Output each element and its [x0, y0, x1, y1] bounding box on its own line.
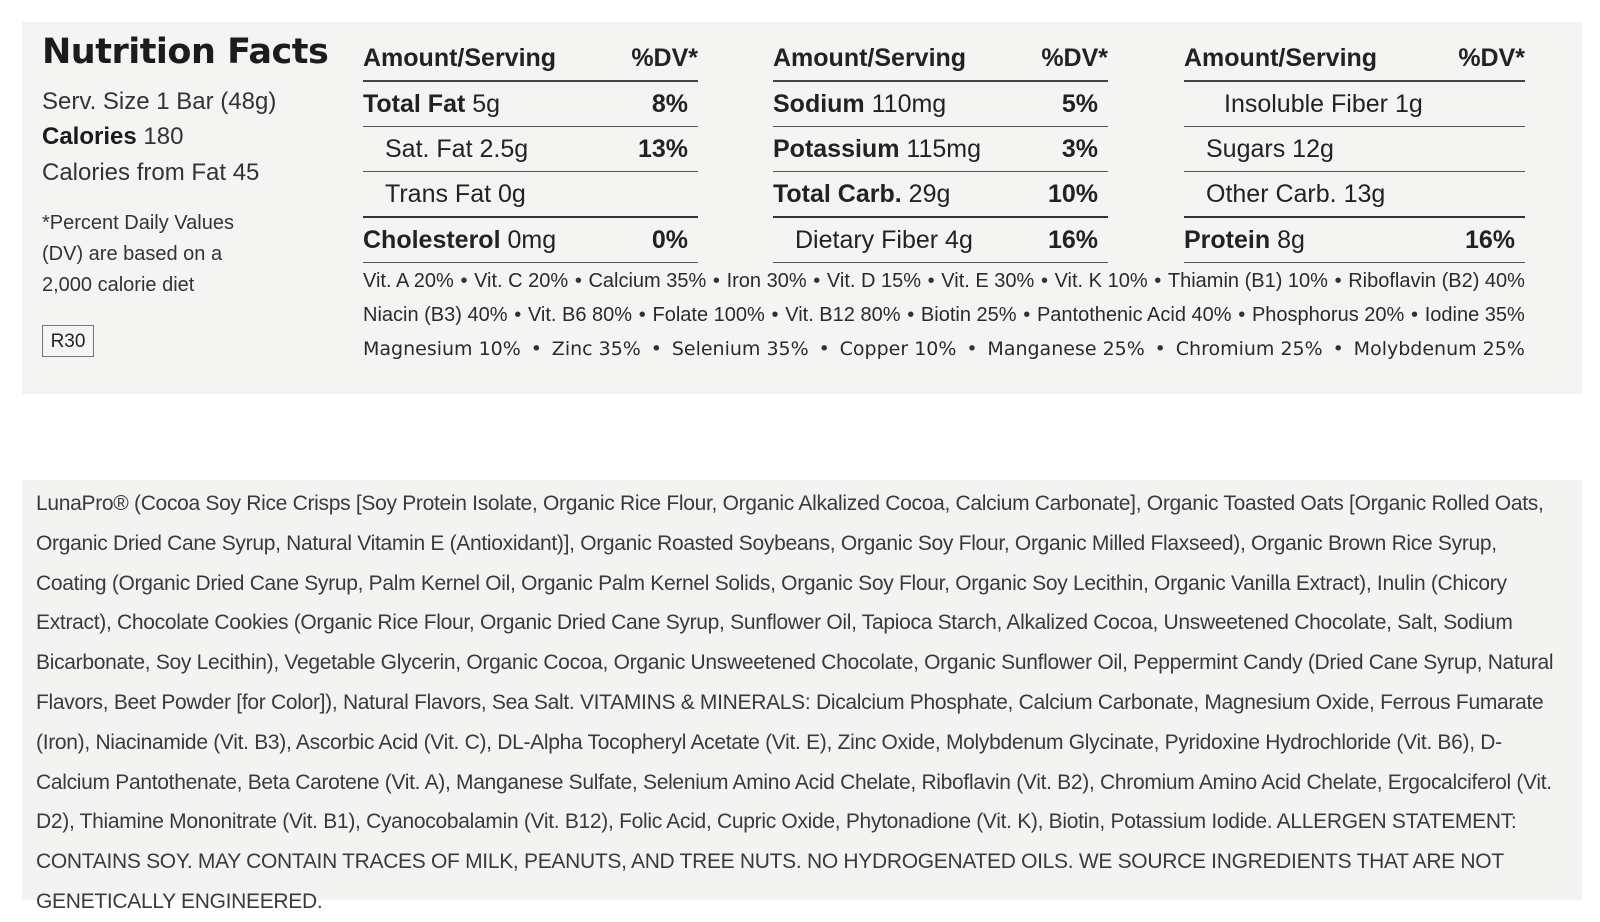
- nutrient-amount: 4g: [945, 226, 973, 254]
- bullet-separator: •: [712, 270, 720, 292]
- nutrient-name: [773, 90, 946, 119]
- nutrient-label: Total Fat: [363, 90, 466, 118]
- nutrient-name: [363, 90, 500, 119]
- nutrient-amount: 13g: [1343, 180, 1386, 208]
- calories-label: Calories: [42, 123, 137, 150]
- nutrient-amount: 115mg: [906, 135, 981, 163]
- vitamin-item: Niacin (B3) 40%: [363, 304, 508, 326]
- bullet-separator: •: [813, 270, 821, 292]
- bullet-separator: •: [1332, 338, 1344, 360]
- nutrient-dv: 16%: [1047, 226, 1098, 254]
- vitamin-item: Riboflavin (B2) 40%: [1348, 270, 1525, 292]
- nutrient-row: [773, 127, 1108, 172]
- bullet-separator: •: [1238, 304, 1246, 326]
- nutrient-name: [773, 135, 981, 164]
- nutrient-name: [1184, 226, 1305, 255]
- nutrient-dv: 0%: [651, 226, 688, 254]
- nutrient-amount: 2.5g: [479, 135, 529, 163]
- vitamin-item: Iron 30%: [726, 270, 807, 292]
- bullet-separator: •: [638, 304, 646, 326]
- nutrient-row: [1184, 127, 1525, 172]
- bullet-separator: •: [1334, 270, 1342, 292]
- nutrient-row: [1184, 172, 1525, 218]
- bullet-separator: •: [818, 338, 830, 360]
- vitamin-item: Chromium 25%: [1175, 338, 1323, 360]
- nutrient-row: [363, 218, 698, 263]
- nutrient-amount: 12g: [1292, 135, 1334, 163]
- bullet-separator: •: [650, 338, 662, 360]
- nutrient-dv: 3%: [1061, 135, 1098, 163]
- vitamin-item: Iodine 35%: [1424, 304, 1525, 326]
- nutrient-name: [385, 180, 526, 209]
- nutrient-amount: 0g: [498, 180, 526, 208]
- bullet-separator: •: [1154, 270, 1162, 292]
- bullet-separator: •: [1040, 270, 1048, 292]
- vitamin-item: Vit. C 20%: [474, 270, 569, 292]
- bullet-separator: •: [907, 304, 915, 326]
- nutrient-row: [773, 218, 1108, 263]
- calories-line: [42, 123, 183, 151]
- nutrient-label: Cholesterol: [363, 226, 501, 254]
- calories-from-fat: Calories from Fat 45: [42, 159, 260, 186]
- nutrient-dv: 13%: [637, 135, 688, 163]
- bullet-separator: •: [966, 338, 978, 360]
- bullet-separator: •: [771, 304, 779, 326]
- nutrient-label: Potassium: [773, 135, 900, 163]
- nutrient-row: [1184, 218, 1525, 263]
- nutrient-amount: 0mg: [507, 226, 557, 254]
- vitamin-item: Magnesium 10%: [363, 338, 521, 360]
- nutrient-label: Sugars: [1206, 135, 1286, 163]
- nutrient-amount: 1g: [1394, 90, 1423, 118]
- nutrient-row: [363, 127, 698, 172]
- bullet-separator: •: [530, 338, 542, 360]
- vitamin-item: Pantothenic Acid 40%: [1036, 304, 1232, 326]
- nutrient-name: [1206, 135, 1334, 164]
- nutrient-name: [385, 135, 528, 164]
- nutrient-amount: 5g: [472, 90, 501, 118]
- column-header: [773, 40, 1108, 82]
- nutrient-column-1: [363, 40, 698, 263]
- nutrient-dv: 10%: [1047, 180, 1098, 208]
- dv-header: %DV*: [631, 44, 698, 72]
- nutrient-amount: 29g: [908, 180, 951, 208]
- nutrient-label: Protein: [1184, 226, 1271, 254]
- nutrient-label: Insoluble Fiber: [1224, 90, 1388, 118]
- nutrient-dv: 5%: [1061, 90, 1098, 118]
- bullet-separator: •: [1154, 338, 1166, 360]
- nutrient-name: [363, 226, 556, 255]
- amount-header: Amount/Serving: [773, 44, 967, 72]
- vitamin-item: Calcium 35%: [588, 270, 707, 292]
- ingredients-text: LunaPro® (Cocoa Soy Rice Crisps [Soy Protein Isolate, Organic Rice Flour, Organic Alkalized Cocoa, Calcium Carbonate], Organic Toasted Oats [Organic Rolled Oats, Organic Dried Cane Syrup, Natural Vitamin E (Antioxidant)], Organic Roasted Soybeans, Organic Soy Flour, Organic Milled Flaxseed), Organic Brown Rice Syrup, Coating (Organic Dried Cane Syrup, Palm Kernel Oil, Organic Palm Kernel Solids, Organic Soy Flour, Organic Soy Lecithin, Organic Vanilla Extract), Inulin (Chicory Extract), Chocolate Cookies (Organic Rice Flour, Organic Dried Cane Syrup, Sunflower Oil, Tapioca Starch, Alkalized Cocoa, Unsweetened Chocolate, Salt, Sodium Bicarbonate, Soy Lecithin), Vegetable Glycerin, Organic Cocoa, Organic Unsweetened Chocolate, Organic Sunflower Oil, Peppermint Candy (Dried Cane Syrup, Natural Flavors, Beet Powder [for Color]), Natural Flavors, Sea Salt. VITAMINS & MINERALS: Dicalcium Phosphate, Calcium Carbonate, Magnesium Oxide, Ferrous Fumarate (Iron), Niacinamide (Vit. B3), Ascorbic Acid (Vit. C), DL-Alpha Tocopheryl Acetate (Vit. E), Zinc Oxide, Molybdenum Glycinate, Pyridoxine Hydrochloride (Vit. B6), D-Calcium Pantothenate, Beta Carotene (Vit. A), Manganese Sulfate, Selenium Amino Acid Chelate, Riboflavin (Vit. B2), Chromium Amino Acid Chelate, Ergocalciferol (Vit. D2), Thiamine Mononitrate (Vit. B1), Cyanocobalamin (Vit. B12), Folic Acid, Cupric Oxide, Phytonadione (Vit. K), Biotin, Potassium Iodide. ALLERGEN STATEMENT: CONTAINS SOY. MAY CONTAIN TRACES OF MILK, PEANUTS, AND TREE NUTS. NO HYDROGENATED OILS. WE SOURCE INGREDIENTS THAT ARE NOT GENETICALLY ENGINEERED.: [36, 492, 1554, 913]
- vitamin-item: Vit. B6 80%: [527, 304, 633, 326]
- nutrient-name: [773, 180, 950, 209]
- vitamin-item: Molybdenum 25%: [1353, 338, 1525, 360]
- bullet-separator: •: [460, 270, 468, 292]
- product-code: R30: [42, 325, 94, 357]
- bullet-separator: •: [1023, 304, 1031, 326]
- nutrient-name: [795, 226, 973, 255]
- vitamin-item: Phosphorus 20%: [1251, 304, 1405, 326]
- nutrient-name: [1206, 180, 1385, 209]
- nutrient-row: [363, 172, 698, 218]
- vitamin-item: Vit. E 30%: [941, 270, 1035, 292]
- nutrient-label: Trans Fat: [385, 180, 492, 208]
- vitamin-item: Copper 10%: [839, 338, 957, 360]
- serving-size: Serv. Size 1 Bar (48g): [42, 88, 277, 115]
- nutrient-dv: 8%: [651, 90, 688, 118]
- nutrient-row: [773, 172, 1108, 218]
- vitamins-line-3: [363, 338, 1525, 360]
- column-header: [1184, 40, 1525, 82]
- vitamin-item: Zinc 35%: [551, 338, 641, 360]
- nutrient-name: [1224, 90, 1423, 119]
- nutrient-column-2: [773, 40, 1108, 263]
- nutrient-column-3: [1184, 40, 1525, 263]
- amount-header: Amount/Serving: [1184, 44, 1378, 72]
- bullet-separator: •: [514, 304, 522, 326]
- nutrient-amount: 8g: [1277, 226, 1305, 254]
- dv-footnote: *Percent Daily Values (DV) are based on a 2,000 calorie diet: [42, 212, 234, 296]
- column-header: [363, 40, 698, 82]
- vitamin-item: Biotin 25%: [920, 304, 1017, 326]
- bullet-separator: •: [574, 270, 582, 292]
- amount-header: Amount/Serving: [363, 44, 557, 72]
- vitamins-line-1: [363, 270, 1525, 293]
- nutrient-row: [773, 82, 1108, 127]
- nutrient-label: Other Carb.: [1206, 180, 1337, 208]
- nutrient-dv: 16%: [1464, 226, 1515, 254]
- nutrient-label: Sat. Fat: [385, 135, 473, 163]
- nutrient-label: Total Carb.: [773, 180, 902, 208]
- dv-header: %DV*: [1458, 44, 1525, 72]
- bullet-separator: •: [1411, 304, 1419, 326]
- vitamin-item: Thiamin (B1) 10%: [1167, 270, 1328, 292]
- bullet-separator: •: [927, 270, 935, 292]
- calories-value: 180: [143, 123, 184, 150]
- nutrient-row: [1184, 82, 1525, 127]
- vitamin-item: Vit. K 10%: [1054, 270, 1148, 292]
- dv-header: %DV*: [1041, 44, 1108, 72]
- nutrient-row: [363, 82, 698, 127]
- nutrient-label: Sodium: [773, 90, 865, 118]
- nutrition-facts-title: Nutrition Facts: [42, 32, 329, 72]
- vitamin-item: Vit. D 15%: [826, 270, 922, 292]
- nutrient-label: Dietary Fiber: [795, 226, 939, 254]
- vitamin-item: Folate 100%: [652, 304, 765, 326]
- vitamin-item: Vit. A 20%: [363, 270, 454, 292]
- vitamin-item: Selenium 35%: [671, 338, 809, 360]
- vitamins-line-2: [363, 304, 1525, 327]
- vitamin-item: Vit. B12 80%: [785, 304, 901, 326]
- vitamin-item: Manganese 25%: [987, 338, 1145, 360]
- nutrient-amount: 110mg: [871, 90, 947, 118]
